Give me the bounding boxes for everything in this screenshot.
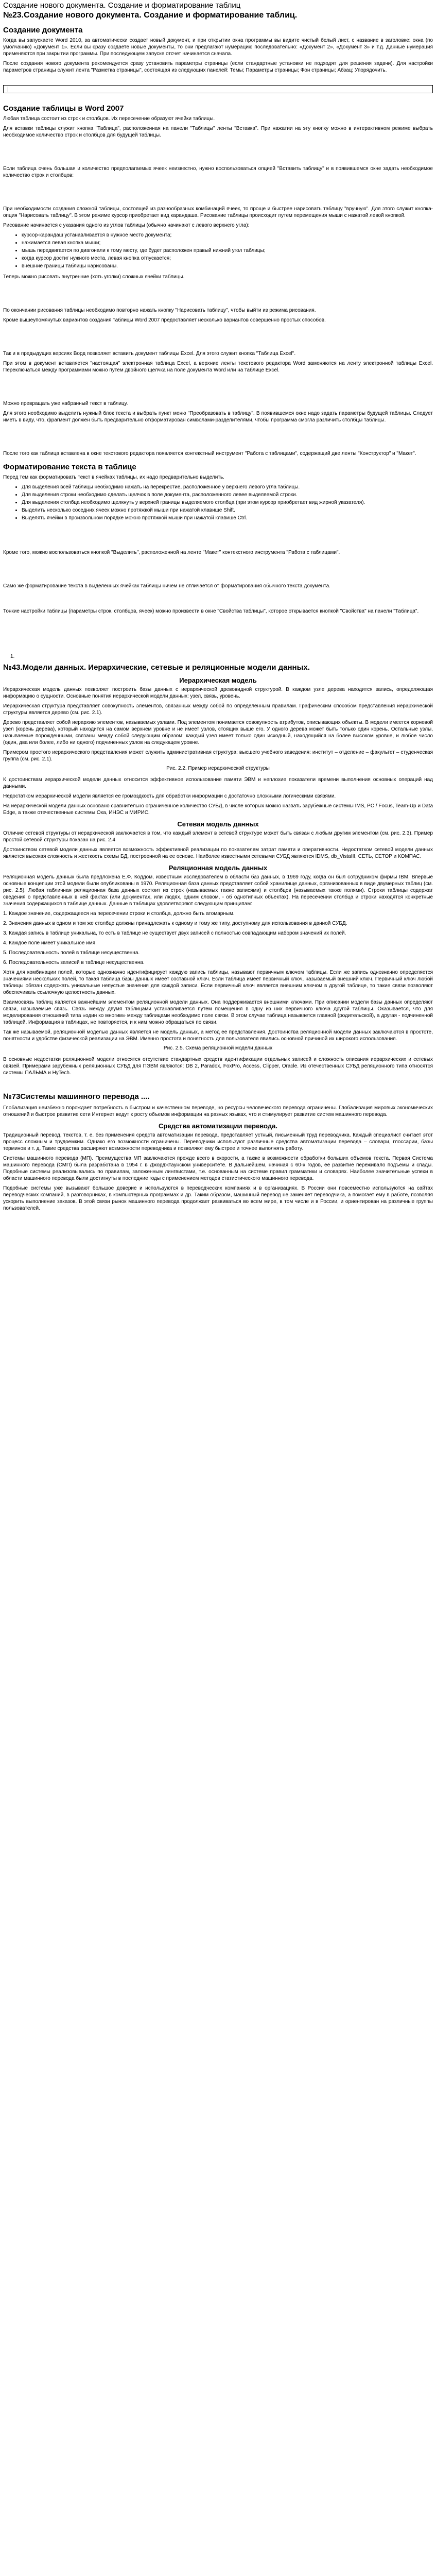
paragraph: Перед тем как форматировать текст в ячейках таблицы, их надо предварительно выделить. [3, 474, 224, 480]
paragraph: Для этого необходимо выделить нужный блок текста и выбрать пункт меню "Преобразовать в таблицу". В появившемся окне надо задать параметры будущей таблицы. Следует иметь в виду, что, фрагмент должен быть предварительно отформатирован символами-разделителями, чтобы программа смогла различить столбцы таблицы. [3, 411, 433, 423]
section-title-mt: №73Системы машинного перевода .... [3, 1092, 150, 1101]
subheading-relational: Реляционная модель данных [168, 864, 268, 872]
figure-placeholder [3, 427, 433, 449]
text-input-field[interactable] [3, 85, 433, 93]
paragraph: Можно превращать уже набранный текст в таблицу. [3, 401, 128, 406]
list-item: 4. Каждое поле имеет уникальное имя. [3, 940, 97, 946]
paragraph: Рисование начинается с указания одного из углов таблицы (обычно начинают с левого верхнего угла): [3, 223, 250, 228]
list-number: 1. [10, 654, 15, 659]
paragraph: На иерархической модели данных основано сравнительно ограниченное количество СУБД, в числе которых можно назвать зарубежные системы IMS, PC / Focus, Team-Up и Data Edge, а также отечественные системы Ока, ИНЭС и МИРИС. [3, 803, 433, 816]
figure-placeholder [3, 526, 433, 548]
subheading-hierarchical: Иерархическая модель [179, 676, 257, 684]
bullet-list [3, 484, 433, 521]
paragraph: Взаимосвязь таблиц является важнейшим элементом реляционной модели данных. Она поддерживается внешними ключами. При описании модели базы данных определяют связи, называемые связь. Связь между двумя таблицами устанавливается путем помещения в одну из них первичного ключа другой таблицы. Оказывается, что для моделирования отношений типа «один ко многим» между таблицами необходимо поле связи. В этом случае таблица называется главной (родительской), а другая - подчиненной таблицей. Информация в таблицах, не повторяется, и к ним можно обращаться по связи. [3, 999, 433, 1025]
paragraph: Отличие сетевой структуры от иерархической заключается в том, что каждый элемент в сетевой структуре может быть связан с любым другим элементом (см. рис. 2.3). Пример простой сетевой структуры показан на рис. 2.4 [3, 831, 433, 843]
figure-placeholder [3, 618, 433, 640]
list-item: • курсор-карандаш устанавливается в нужное место документа; [22, 232, 433, 239]
page-title: №23.Создание нового документа. Создание и форматирование таблиц. [3, 11, 298, 20]
list-item: 1. Каждое значение, содержащееся на пересечении строки и столбца, должно быть атомарным. [3, 911, 235, 917]
paragraph: Так и в предыдущих версиях Ворд позволяет вставить документ таблицы Excel. Для этого служит кнопка "Таблица Excel". [3, 351, 296, 357]
figure-placeholder [3, 592, 433, 607]
list-item: • мышь передвигается по диагонали к тому месту, где будет расположен правый нижний угол таблицы; [22, 247, 433, 254]
document-page [0, 1, 436, 1212]
paragraph: Тонкие настройки таблицы (параметры строк, столбцов, ячеек) можно произвести в окне "Свойства таблицы", которое открывается кнопкой "Свойства" на панели "Таблица". [3, 608, 419, 614]
list-item: 6. Последовательность записей в таблице несущественна. [3, 960, 145, 965]
paragraph: При необходимости создания сложной таблицы, состоящей из разнообразных комбинаций ячеек, то проще и быстрее нарисовать таблицу "вручную". Для этого служит кнопка-опция "Нарисовать таблицу". В этом режиме курсор приобретает вид карандаша. Рисование таблицы происходит путем перемещения мыши с нажатой левой кнопкой. [3, 206, 433, 218]
paragraph: Любая таблица состоит из строк и столбцов. Их пересечение образуют ячейки таблицы. [3, 116, 215, 122]
paragraph: По окончании рисования таблицы необходимо повторно нажать кнопку "Нарисовать таблицу", чтобы выйти из режима рисования. [3, 308, 316, 313]
figure-caption: Рис. 2.2. Пример иерархической структуры [166, 766, 270, 771]
list-item: • Выделить несколько соседних ячеек можно протяжкой мыши при нажатой клавише Shift. [22, 507, 433, 514]
paragraph: Дерево представляет собой иерархию элементов, называемых узлами. Под элементом понимается совокупность атрибутов, описывающих объекты. В модели имеется корневой узел (корень дерева), который находится на самом верхнем уровне и не имеет узлов, стоящих выше его. У одного дерева может быть только один корень. Остальные узлы, называемые порожденными, связаны между собой следующим образом: каждый узел имеет только один исходный, находящийся на более высоком уровне, и любое число (один, два или более, либо ни одного) подчиненных узлов на следующем уровне. [3, 720, 433, 745]
figure-placeholder [3, 182, 433, 205]
figure-placeholder [3, 377, 433, 399]
figure-placeholder [3, 327, 433, 349]
paragraph: Кроме вышеупомянутых вариантов создания таблицы Word 2007 предоставляет несколько вариантов совершенно простых способов. [3, 317, 326, 323]
list-item: • Для выделения столбца необходимо щелкнуть у верхней границы выделяемого столбца (при этом курсор приобретает вид жирной указателя). [22, 499, 433, 506]
bullet-list [3, 232, 433, 269]
list-item: • Выделять ячейки в произвольном порядке можно протяжкой мыши при нажатой клавише Ctrl. [22, 515, 433, 521]
section-title-models: №43.Модели данных. Иерархические, сетевые и реляционные модели данных. [3, 663, 310, 672]
paragraph: В основные недостатки реляционной модели относятся отсутствие стандартных средств идентификации отдельных записей и сложность описания иерархических и сетевых связей. Примерами зарубежных реляционных СУБД для ПЭВМ являются: DB 2, Paradox, FoxPro, Access, Clipper, Oracle. Из отечественных СУБД реляционного типа относятся системы ПАЛЬМА и HyTech. [3, 1057, 433, 1076]
paragraph: Примером простого иерархического представления может служить административная структура: высшего учебного заведения: институт – отделение – факультет – студенческая группа (см. рис. 2.1). [3, 750, 433, 762]
list-item: • Для выделения строки необходимо сделать щелчок в поле документа, расположенного левее выделяемой строки. [22, 492, 433, 498]
paragraph: После создания нового документа рекомендуется сразу установить параметры страницы (если стандартные установки не подходят для решения задачи). Для настройки параметров страницы служит лента "Разметка страницы", состоящая из следующих панелей: Темы; Параметры страницы; Фон страницы; Абзац; Упорядочить. [3, 61, 433, 73]
paragraph: При этом в документ вставляется "настоящая" электронная таблица Excel, а верхние ленты текстового редактора Word заменяются на ленту электронной таблицы Excel. Переключаться между программами можно путем двойного щелчка на поле документа Word или на таблице Excel. [3, 361, 433, 373]
section-heading-doc: Создание документа [3, 26, 83, 35]
list-item: 2. Значения данных в одном и том же столбце должны принадлежать к одному и тому же типу, доступному для использования в данной СУБД. [3, 921, 347, 926]
list-item: • Для выделения всей таблицы необходимо нажать на перекрестие, расположенное у верхнего левого угла таблицы. [22, 484, 433, 490]
paragraph: Иерархическая структура представляет совокупность элементов, связанных между собой по определенным правилам. Графическим способом представления иерархической структуры является дерево (см. рис. 2.1). [3, 703, 433, 716]
paragraph: Недостатком иерархической модели является ее громоздкость для обработки информации с достаточно сложными логическими связями. [3, 793, 336, 799]
list-item: • внешние границы таблицы нарисованы. [22, 263, 433, 269]
paragraph: Хотя для комбинации полей, которые однозначно идентифицирует каждую запись таблицы, называют первичным ключом таблицы. Если же запись однозначно определяется значениями нескольких полей, то такая таблица базы данных имеет составной ключ. Если таблица имеет первичный ключ, называемый внешний ключ. Первичный ключ любой таблицы обязан содержать уникальные непустые значения для каждой записи. Если первичный ключ является внешним ключом в другой таблице, то такие связи позволяют обеспечивать ссылочную целостность данных. [3, 970, 433, 995]
paragraph: Само же форматирование текста в выделенных ячейках таблицы ничем не отличается от форматирования обычного текста документа. [3, 583, 330, 589]
paragraph: Системы машинного перевода (МП). Преимущества МП заключаются прежде всего в скорости, а также в возможности обработки больших объемов текста. Первая Система машинного перевода (СМП) была разработана в 1954 г. в Джорджтаунском университете. В дальнейшем, начиная с 60-х годов, ее развитие переживало подъемы и спады. Подобные системы реализовывались по правилам, заложенным лингвистами, т.е. основанным на системе правил грамматики и словарях. Наиболее значительные успехи в области машинного перевода были достигнуты в последние годы с применением методов статистического машинного перевода. [3, 1156, 433, 1181]
section-heading-tables: Создание таблицы в Word 2007 [3, 104, 124, 113]
paragraph: К достоинствам иерархической модели данных относится эффективное использование памяти ЭВМ и неплохие показатели времени выполнения основных операций над данными. [3, 777, 433, 789]
subheading-mt-tools: Средства автоматизации перевода. [159, 1122, 277, 1130]
section-heading-format: Форматирование текста в таблице [3, 463, 136, 471]
list-item: • когда курсор достиг нужного места, левая кнопка отпускается; [22, 255, 433, 262]
paragraph: Кроме того, можно воспользоваться кнопкой "Выделить", расположенной на ленте "Макет" контекстного инструмента "Работа с таблицами". [3, 550, 340, 555]
paragraph: Когда вы запускаете Word 2010, за автоматически создает новый документ, и при открытии окна программы вы видите чистый белый лист, с название в заголовке: окна (по умолчанию) «Документ 1». Если вы сразу создаете новые документы, то они предлагают нумерацию последовательно: «Документ 2», «Документ 3» и т.д. Данные нумерация применяются при закрытии программы. При последующем запуске отсчет начинается сначала. [3, 38, 433, 57]
paragraph: Подобные системы уже вызывают большое доверие и используются в переводческих компаниях и в организациях. В России они повсеместно используются на сайтах переводческих компаний, в разговорниках, в компьютерных программах и др. Таким образом, машинный перевод не заменяет переводчика, а помогает ему в работе, позволяя ускорить выполнение заказов. В этой связи рынок машинного перевода продолжает развиваться во всем мире, в том числе и в России, и ориентирован на различные группы пользователей. [3, 1185, 433, 1211]
list-item: • нажимается левая кнопка мыши; [22, 240, 433, 246]
figure-caption: Рис. 2.5. Схема реляционной модели данных [163, 1045, 273, 1051]
spacer [3, 1079, 433, 1089]
paragraph: Глобализация неизбежно порождает потребность в быстром и качественном переводе, но ресурсы человеческого перевода ограничены. Глобализация мировых экономических отношений и быстрое развитие сети Интернет ведут к росту объемов информации на разных языках, что и стимулирует развитие систем машинного перевода. [3, 1105, 433, 1117]
paragraph: Для вставки таблицы служит кнопка "Таблица", расположенная на панели "Таблицы" ленты "Вставка". При нажатии на эту кнопку можно в интерактивном режиме выбрать необходимое количество строк и столбцов для будущей таблицы. [3, 126, 433, 138]
page-breadcrumb: Создание нового документа. Создание и форматирование таблиц [3, 1, 241, 10]
paragraph: Если таблица очень большая и количество предполагаемых ячеек неизвестно, нужно воспользоваться опцией "Вставить таблицу" и в появившемся окне задать необходимое количество строк и столбцов: [3, 166, 433, 178]
subheading-network: Сетевая модель данных [177, 820, 259, 828]
paragraph: Достоинством сетевой модели данных является возможность эффективной реализации по показателям затрат памяти и оперативности. Недостатком сетевой модели данных является высокая сложность и жесткость схемы БД, построенной на ее основе. Наиболее известными сетевыми СУБД являются IDMS, db_VistaIII, СЕТЬ, СЕТОР и КОМПАС. [3, 847, 433, 859]
paragraph: Иерархическая модель данных позволяет построить базы данных с иерархической древовидной структурой. В каждом узле дерева находится запись, определяющая информацию о сущности. Основные понятия иерархической модели данных: узел, связь, уровень. [3, 687, 433, 699]
paragraph: После того как таблица вставлена в окне текстового редактора появляется контекстный инструмент "Работа с таблицами", содержащий две ленты "Конструктор" и "Макет". [3, 451, 416, 456]
paragraph: Теперь можно рисовать внутренние (хоть уголки) сложных ячейки таблицы. [3, 274, 185, 280]
figure-placeholder [3, 142, 433, 164]
list-item: 5. Последовательность полей в таблице несущественна. [3, 950, 140, 956]
figure-placeholder [3, 283, 433, 306]
paragraph: Реляционная модель данных была предложена Е.Ф. Коддом, известным исследователем в области баз данных, в 1969 году, когда он был сотрудником фирмы IBM. Впервые основные концепции этой модели были опубликованы в 1970. Реляционная база данных представляет собой хранилище данных, организованных в виде двумерных таблиц (см. рис. 2.5). Любая табличная реляционная база данных состоит из строк (называемых также записями) и столбцов (называемых также полями). Строки таблицы содержат сведения о представленных в ней фактах (или документах, или людях, одним словом, - об однотипных объектах). На пересечении столбца и строки находятся конкретные значения содержащихся в таблице данных. Данные в таблицах удовлетворяют следующим принципам: [3, 874, 433, 907]
paragraph: Традиционный перевод, текстов, т. е. без применения средств автоматизации перевода, представляет устный, письменный труд переводчика. Каждый специалист считает этот процесс сложным и трудоемким. Однако его возможности ограничены. Переводчики используют различные средства автоматизации перевода – словари, глоссарии, базы терминов и т. д. Такие средства расширяют возможности переводчика и позволяют ему быстрее и точнее выполнять работу. [3, 1132, 433, 1151]
paragraph: Так же называемой, реляционной моделью данных является не модель данных, а метод ее представления. Достоинства реляционной модели данных заключаются в простоте, понятности и удобстве физической реализации на ЭВМ. Именно простота и понятность для пользователя явились основной причиной их широкого использования. [3, 1029, 433, 1042]
list-item: 3. Каждая запись в таблице уникальна, то есть в таблице не существует двух записей с полностью совпадающим набором значений их полей. [3, 930, 346, 936]
figure-placeholder [3, 559, 433, 582]
